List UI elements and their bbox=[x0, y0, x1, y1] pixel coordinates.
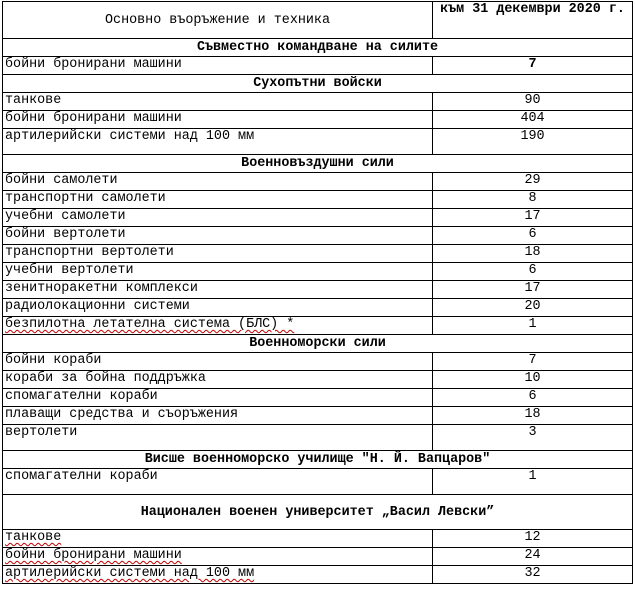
item-name-text: зенитноракетни комплекси bbox=[5, 281, 198, 296]
table-row bbox=[3, 299, 633, 317]
item-name-text: транспортни вертолети bbox=[5, 245, 174, 260]
item-name-text: кораби за бойна поддръжка bbox=[5, 371, 206, 386]
section-title: Военновъздушни сили bbox=[3, 155, 633, 173]
item-name-text: учебни вертолети bbox=[5, 263, 134, 278]
item-name bbox=[3, 530, 433, 548]
section-row bbox=[3, 75, 633, 93]
header-category: Основно въоръжение и техника bbox=[3, 2, 433, 39]
item-name bbox=[3, 353, 433, 371]
table-row bbox=[3, 173, 633, 191]
item-name-text: транспортни самолети bbox=[5, 191, 166, 206]
item-name-text: плаващи средства и съоръжения bbox=[5, 407, 239, 422]
item-name-text: артилерийски системи над 100 мм bbox=[5, 129, 255, 144]
section-row bbox=[3, 39, 633, 57]
item-name-text: бойни кораби bbox=[5, 353, 102, 368]
table-row bbox=[3, 263, 633, 281]
item-name bbox=[3, 111, 433, 129]
item-name bbox=[3, 209, 433, 227]
table-row bbox=[3, 407, 633, 425]
item-name bbox=[3, 389, 433, 407]
item-name-text: танкове bbox=[5, 93, 62, 108]
item-value: 90 bbox=[433, 93, 633, 111]
item-name bbox=[3, 129, 433, 155]
item-value: 8 bbox=[433, 191, 633, 209]
table-row bbox=[3, 111, 633, 129]
item-name bbox=[3, 191, 433, 209]
item-value: 1 bbox=[433, 317, 633, 335]
item-value: 20 bbox=[433, 299, 633, 317]
item-value: 29 bbox=[433, 173, 633, 191]
table-row bbox=[3, 227, 633, 245]
item-value: 10 bbox=[433, 371, 633, 389]
section-title: Военноморски сили bbox=[3, 335, 633, 353]
section-row bbox=[3, 155, 633, 173]
item-name-text: учебни самолети bbox=[5, 209, 126, 224]
section-title: Висше военноморско училище "Н. Й. Вапцаров" bbox=[3, 451, 633, 469]
item-name-text: бойни вертолети bbox=[5, 227, 126, 242]
item-value: 7 bbox=[433, 57, 633, 75]
table-row bbox=[3, 93, 633, 111]
header-date: към 31 декември 2020 г. bbox=[433, 2, 633, 39]
item-value: 12 bbox=[433, 530, 633, 548]
table-row bbox=[3, 209, 633, 227]
table-row bbox=[3, 317, 633, 335]
item-name bbox=[3, 317, 433, 335]
item-name bbox=[3, 299, 433, 317]
item-name-text: спомагателни кораби bbox=[5, 469, 158, 484]
table-row bbox=[3, 353, 633, 371]
section-title: Сухопътни войски bbox=[3, 75, 633, 93]
item-value: 18 bbox=[433, 245, 633, 263]
item-value: 6 bbox=[433, 389, 633, 407]
section-row bbox=[3, 495, 633, 530]
item-name bbox=[3, 227, 433, 245]
item-name bbox=[3, 407, 433, 425]
item-name-text: спомагателни кораби bbox=[5, 389, 158, 404]
item-name-text: бойни самолети bbox=[5, 173, 118, 188]
table-row bbox=[3, 371, 633, 389]
item-value: 18 bbox=[433, 407, 633, 425]
section-title: Съвместно командване на силите bbox=[3, 39, 633, 57]
item-value: 6 bbox=[433, 227, 633, 245]
item-name bbox=[3, 425, 433, 451]
header-row bbox=[3, 2, 633, 39]
table-row bbox=[3, 191, 633, 209]
table-row bbox=[3, 129, 633, 155]
armament-table bbox=[2, 1, 633, 584]
item-name bbox=[3, 548, 433, 566]
item-name bbox=[3, 371, 433, 389]
item-name-text: артилерийски системи над 100 мм bbox=[5, 566, 255, 581]
item-value: 24 bbox=[433, 548, 633, 566]
item-name-text: танкове bbox=[5, 530, 62, 545]
item-value: 7 bbox=[433, 353, 633, 371]
item-name bbox=[3, 57, 433, 75]
item-value: 1 bbox=[433, 469, 633, 495]
section-title: Национален военен университет „Васил Левски” bbox=[3, 495, 633, 530]
item-name bbox=[3, 281, 433, 299]
item-name bbox=[3, 263, 433, 281]
table-row bbox=[3, 57, 633, 75]
section-row bbox=[3, 335, 633, 353]
table-row bbox=[3, 425, 633, 451]
table-row bbox=[3, 566, 633, 584]
table-row bbox=[3, 469, 633, 495]
table-row bbox=[3, 530, 633, 548]
item-name bbox=[3, 469, 433, 495]
item-value: 404 bbox=[433, 111, 633, 129]
item-name-text: вертолети bbox=[5, 425, 78, 440]
item-name bbox=[3, 93, 433, 111]
table-row bbox=[3, 245, 633, 263]
item-name-text: бойни бронирани машини bbox=[5, 57, 182, 72]
item-value: 17 bbox=[433, 281, 633, 299]
item-name bbox=[3, 173, 433, 191]
table-row bbox=[3, 389, 633, 407]
table-row bbox=[3, 281, 633, 299]
item-value: 6 bbox=[433, 263, 633, 281]
item-value: 190 bbox=[433, 129, 633, 155]
item-name-text: безпилотна летателна система (БЛС) * bbox=[5, 317, 295, 332]
item-name bbox=[3, 566, 433, 584]
section-row bbox=[3, 451, 633, 469]
item-name-text: бойни бронирани машини bbox=[5, 111, 182, 126]
item-value: 32 bbox=[433, 566, 633, 584]
item-value: 17 bbox=[433, 209, 633, 227]
table-row bbox=[3, 548, 633, 566]
item-name-text: бойни бронирани машини bbox=[5, 548, 182, 563]
item-value: 3 bbox=[433, 425, 633, 451]
item-name-text: радиолокационни системи bbox=[5, 299, 190, 314]
item-name bbox=[3, 245, 433, 263]
